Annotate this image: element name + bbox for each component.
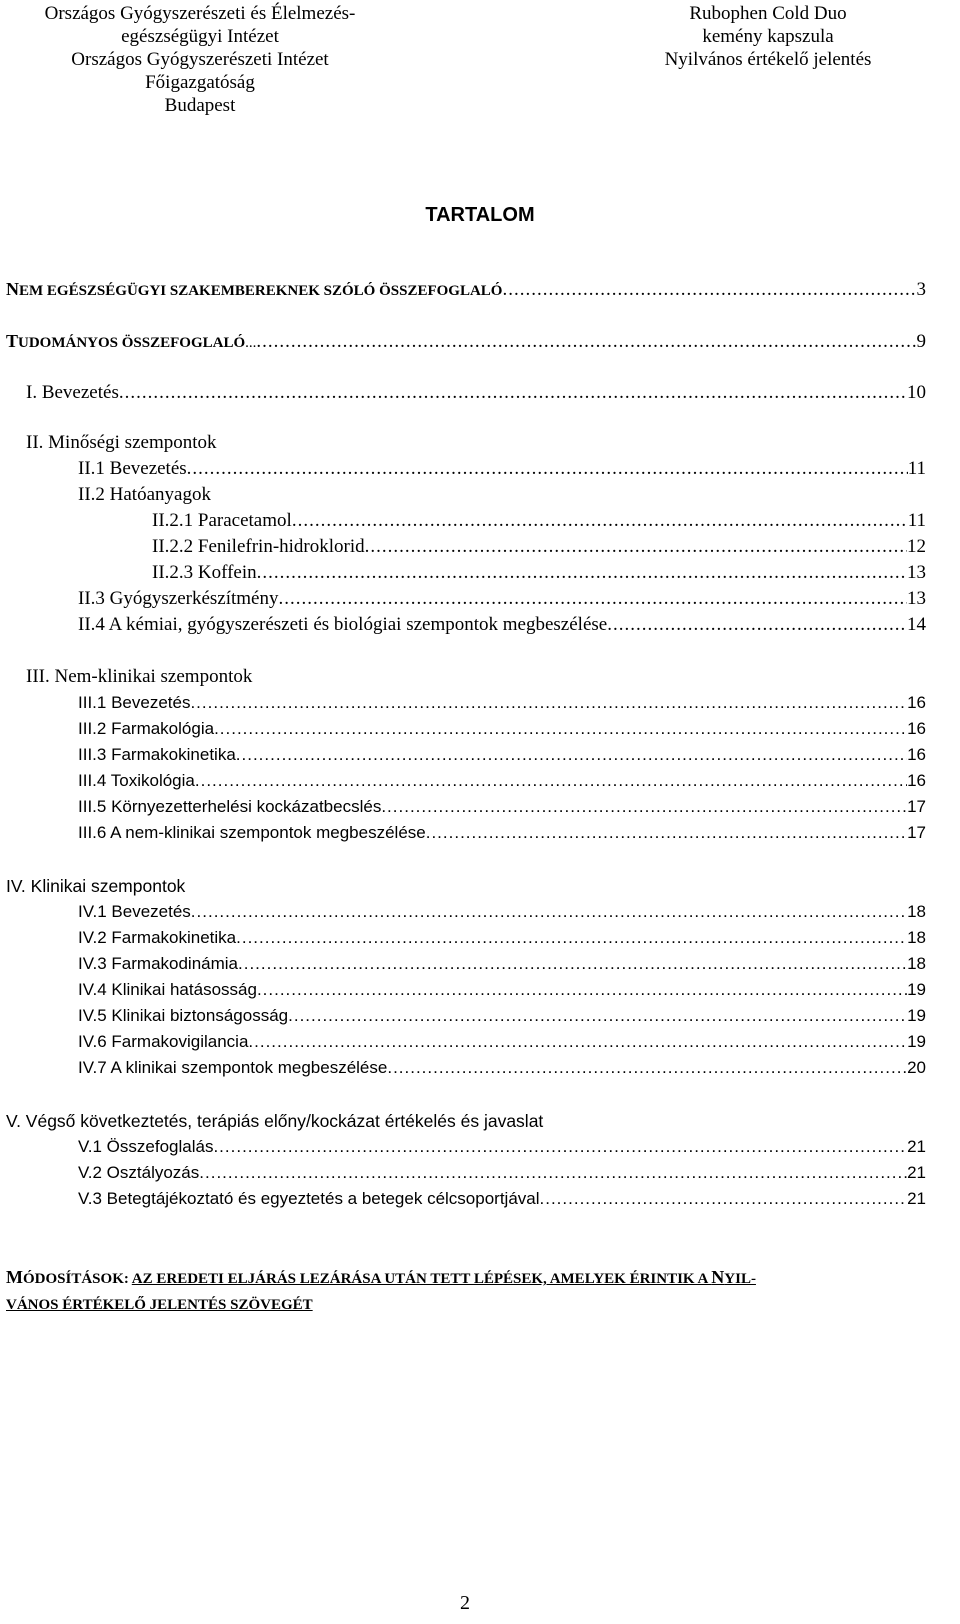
toc-entry-label: V.1 Összefoglalás [78, 1137, 214, 1156]
toc-entry-label: II.4 A kémiai, gyógyszerészeti és biológiai szempontok megbeszélése [78, 614, 608, 635]
modifications-text: AZ EREDETI ELJÁRÁS LEZÁRÁSA UTÁN TETT LÉPÉSEK, AMELYEK ÉRINTIK A [131, 1271, 712, 1287]
toc-page-number: 17 [907, 823, 926, 842]
toc-leader [236, 744, 907, 766]
toc-leader [365, 536, 907, 558]
toc-leader [187, 458, 908, 480]
toc-heading-label: III. Nem-klinikai szempontok [26, 666, 253, 687]
toc-entry-s3-4[interactable] [78, 770, 926, 792]
toc-leader [119, 382, 907, 404]
modifications-label: ÓDOSÍTÁSOK: [23, 1271, 132, 1287]
toc-entry-s2-2-2[interactable] [152, 536, 926, 558]
header-right-line: kemény kapszula [702, 26, 834, 47]
toc-entry-label: V.3 Betegtájékoztató és egyeztetés a betegek célcsoportjával [78, 1189, 540, 1208]
toc-entry-initial: T [6, 331, 19, 351]
header-institution [0, 2, 400, 117]
toc-entry-s4-4[interactable] [78, 979, 926, 1001]
toc-page-number: 19 [907, 980, 926, 999]
toc-leader [257, 562, 907, 584]
toc-entry-label: II.1 Bevezetés [78, 458, 187, 479]
toc-entry-label: IV.7 A klinikai szempontok megbeszélése [78, 1058, 388, 1077]
toc-entry-s2-2-3[interactable] [152, 562, 926, 584]
toc-leader [292, 510, 908, 532]
toc-heading-s3 [26, 666, 252, 688]
header-left-line: Országos Gyógyszerészeti és Élelmezés- [44, 3, 356, 24]
toc-page-number: 16 [907, 693, 926, 712]
toc-page-number: 21 [907, 1189, 926, 1208]
toc-entry-label: V.2 Osztályozás [78, 1163, 200, 1182]
toc-page-number: 18 [907, 954, 926, 973]
toc-leader [213, 1136, 907, 1158]
modifications-text-cont: YIL- [724, 1271, 756, 1287]
toc-page-number: 3 [916, 279, 926, 300]
toc-entry-s2-3[interactable] [78, 588, 926, 610]
toc-entry-scientific-summary[interactable] [6, 330, 926, 354]
header-left-line: Országos Gyógyszerészeti Intézet [71, 49, 329, 70]
toc-entry-s4-6[interactable] [78, 1031, 926, 1053]
toc-page-number: 9 [916, 331, 926, 352]
toc-leader [199, 1162, 907, 1184]
toc-page-number: 16 [907, 771, 926, 790]
toc-entry-s5-3[interactable] [78, 1188, 926, 1210]
toc-leader [236, 927, 907, 949]
modifications-heading [6, 1264, 931, 1318]
toc-entry-s4-5[interactable] [78, 1005, 926, 1027]
modifications-initial-n: N [711, 1267, 725, 1287]
toc-entry-s2-1[interactable] [78, 458, 926, 480]
toc-entry-label: III.5 Környezetterhelési kockázatbecslés [78, 797, 382, 816]
toc-heading-s4: IV. Klinikai szempontok [6, 876, 186, 896]
toc-entry-s5-2[interactable] [78, 1162, 926, 1184]
toc-entry-label: I. Bevezetés [26, 382, 119, 403]
toc-entry-s2-2-1[interactable] [152, 510, 926, 532]
toc-leader [238, 953, 907, 975]
modifications-text-line2: VÁNOS ÉRTÉKELŐ JELENTÉS SZÖVEGÉT [6, 1297, 313, 1313]
toc-leader [607, 614, 907, 636]
toc-entry-label: IV.4 Klinikai hatásosság [78, 980, 257, 999]
toc-leader [279, 588, 908, 610]
toc-page-number: 18 [907, 928, 926, 947]
toc-page-number: 16 [907, 745, 926, 764]
toc-page-number: 16 [907, 719, 926, 738]
toc-entry-label: EM EGÉSZSÉGÜGYI SZAKEMBEREKNEK SZÓLÓ ÖSSZEFOGLALÓ [19, 283, 503, 299]
toc-leader [191, 901, 907, 923]
toc-page-number: 11 [907, 510, 926, 531]
toc-entry-label: IV.5 Klinikai biztonságosság [78, 1006, 289, 1025]
toc-leader [288, 1005, 907, 1027]
toc-page-number: 13 [907, 562, 926, 583]
toc-page-number: 21 [907, 1163, 926, 1182]
toc-entry-label: III.1 Bevezetés [78, 693, 191, 712]
toc-entry-s3-6[interactable] [78, 822, 926, 844]
toc-leader [248, 1031, 907, 1053]
header-right-line: Nyilvános értékelő jelentés [664, 49, 872, 70]
header-left-line: Budapest [164, 95, 236, 116]
toc-entry-s5-1[interactable] [78, 1136, 926, 1158]
toc-entry-label: IV.2 Farmakokinetika [78, 928, 237, 947]
toc-page-number: 11 [907, 458, 926, 479]
toc-entry-label: II.2.2 Fenilefrin-hidroklorid [152, 536, 365, 557]
toc-leader [257, 979, 907, 1001]
toc-entry-s1[interactable] [26, 382, 926, 404]
toc-leader [540, 1188, 908, 1210]
toc-page-number: 21 [907, 1137, 926, 1156]
toc-leader [387, 1057, 907, 1079]
toc-page-number: 19 [907, 1006, 926, 1025]
toc-page-number: 20 [907, 1058, 926, 1077]
header-right-line: Rubophen Cold Duo [689, 3, 847, 24]
toc-page-number: 10 [907, 382, 926, 403]
toc-leader [195, 770, 907, 792]
header-left-line: egészségügyi Intézet [121, 26, 279, 47]
modifications-initial: M [6, 1267, 23, 1287]
toc-entry-nonprofessional-summary[interactable] [6, 278, 926, 302]
toc-entry-label: III.2 Farmakológia [78, 719, 215, 738]
toc-entry-initial: N [6, 279, 19, 299]
toc-entry-extra: ... [245, 335, 257, 351]
toc-entry-label: II.2.1 Paracetamol [152, 510, 292, 531]
toc-heading-s5: V. Végső következtetés, terápiás előny/kockázat értékelés és javaslat [6, 1111, 544, 1131]
toc-entry-s4-3[interactable] [78, 953, 926, 975]
toc-page-number: 17 [907, 797, 926, 816]
header-left-line: Főigazgatóság [145, 72, 255, 93]
toc-page-number: 12 [907, 536, 926, 557]
toc-page-number: 19 [907, 1032, 926, 1051]
toc-heading-s2-2: II.2 Hatóanyagok [78, 484, 211, 505]
toc-entry-label: III.6 A nem-klinikai szempontok megbeszélése [78, 823, 426, 842]
toc-leader [381, 796, 907, 818]
toc-leader [502, 279, 916, 301]
toc-leader [426, 822, 907, 844]
toc-entry-label: II.3 Gyógyszerkészítmény [78, 588, 279, 609]
toc-entry-label: IV.6 Farmakovigilancia [78, 1032, 249, 1051]
toc-entry-s3-5[interactable] [78, 796, 926, 818]
toc-entry-s4-7[interactable] [78, 1057, 926, 1079]
toc-entry-label: III.3 Farmakokinetika [78, 745, 236, 764]
toc-leader [190, 692, 907, 714]
toc-entry-s3-2[interactable] [78, 718, 926, 740]
toc-entry-s3-3[interactable] [78, 744, 926, 766]
toc-entry-label: IV.1 Bevezetés [78, 902, 191, 921]
page-number: 2 [460, 1592, 470, 1614]
toc-page-number: 18 [907, 902, 926, 921]
toc-entry-s4-2[interactable] [78, 927, 926, 949]
toc-title: TARTALOM [425, 204, 535, 226]
toc-entry-label: III.4 Toxikológia [78, 771, 195, 790]
toc-entry-s4-1[interactable] [78, 901, 926, 923]
toc-entry-label: IV.3 Farmakodinámia [78, 954, 239, 973]
toc-page-number: 13 [907, 588, 926, 609]
toc-entry-s2-4[interactable] [78, 614, 926, 636]
toc-leader [214, 718, 907, 740]
toc-entry-label: II.2.3 Koffein [152, 562, 257, 583]
toc-page-number: 14 [907, 614, 926, 635]
toc-leader [256, 331, 916, 353]
toc-heading-s2: II. Minőségi szempontok [26, 432, 217, 453]
toc-entry-s3-1[interactable] [78, 692, 926, 714]
toc-entry-label: UDOMÁNYOS ÖSSZEFOGLALÓ [18, 335, 246, 351]
header-product [618, 2, 918, 71]
